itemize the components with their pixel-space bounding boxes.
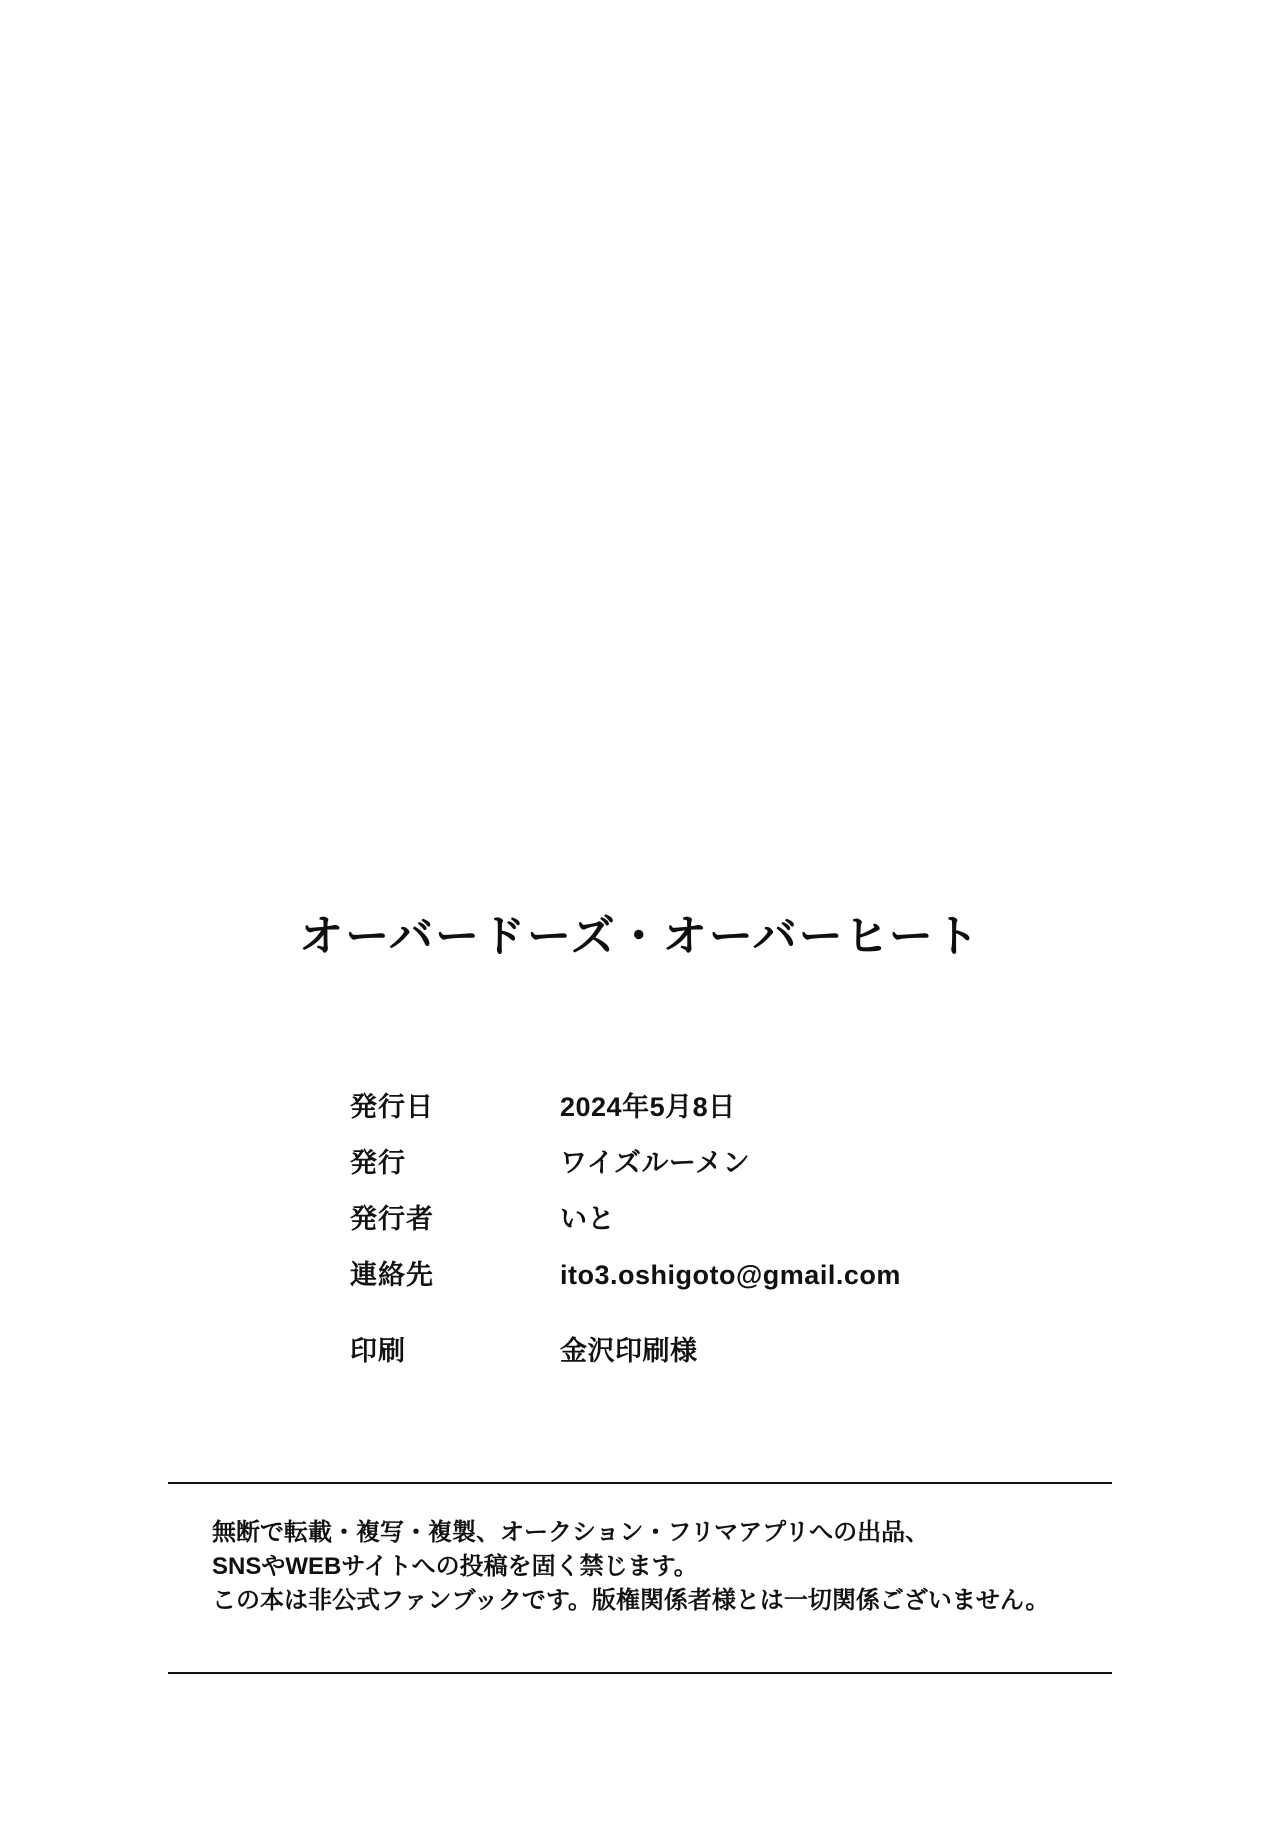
- credit-row: [350, 1253, 990, 1290]
- credit-value: いと: [560, 1204, 615, 1234]
- notice-line: SNSやWEBサイトへの投稿を固く禁じます。: [212, 1553, 698, 1581]
- printing-row: [350, 1329, 990, 1366]
- page-title: オーバードーズ・オーバーヒート: [299, 912, 981, 961]
- credit-label: 連絡先: [350, 1260, 434, 1290]
- copyright-notice: [212, 1516, 1132, 1618]
- credit-row: [350, 1085, 990, 1122]
- credit-row: [350, 1141, 990, 1178]
- notice-line: この本は非公式ファンブックです。版権関係者様とは一切関係ございません。: [212, 1587, 1050, 1615]
- credit-label: 発行日: [350, 1092, 434, 1122]
- credit-row: [350, 1197, 990, 1234]
- credit-value: 2024年5月8日: [560, 1092, 736, 1122]
- credit-label: 発行: [350, 1148, 406, 1178]
- contact-email: ito3.oshigoto@gmail.com: [560, 1260, 901, 1290]
- printing-value: 金沢印刷様: [560, 1336, 698, 1366]
- notice-line: 無断で転載・複写・複製、オークション・フリマアプリへの出品、: [212, 1519, 930, 1546]
- credit-label: 発行者: [350, 1204, 434, 1234]
- credits-list: [350, 1085, 990, 1385]
- divider-bottom: [168, 1672, 1112, 1674]
- printing-label: 印刷: [350, 1336, 406, 1366]
- credit-value: ワイズルーメン: [560, 1148, 751, 1178]
- divider-top: [168, 1482, 1112, 1484]
